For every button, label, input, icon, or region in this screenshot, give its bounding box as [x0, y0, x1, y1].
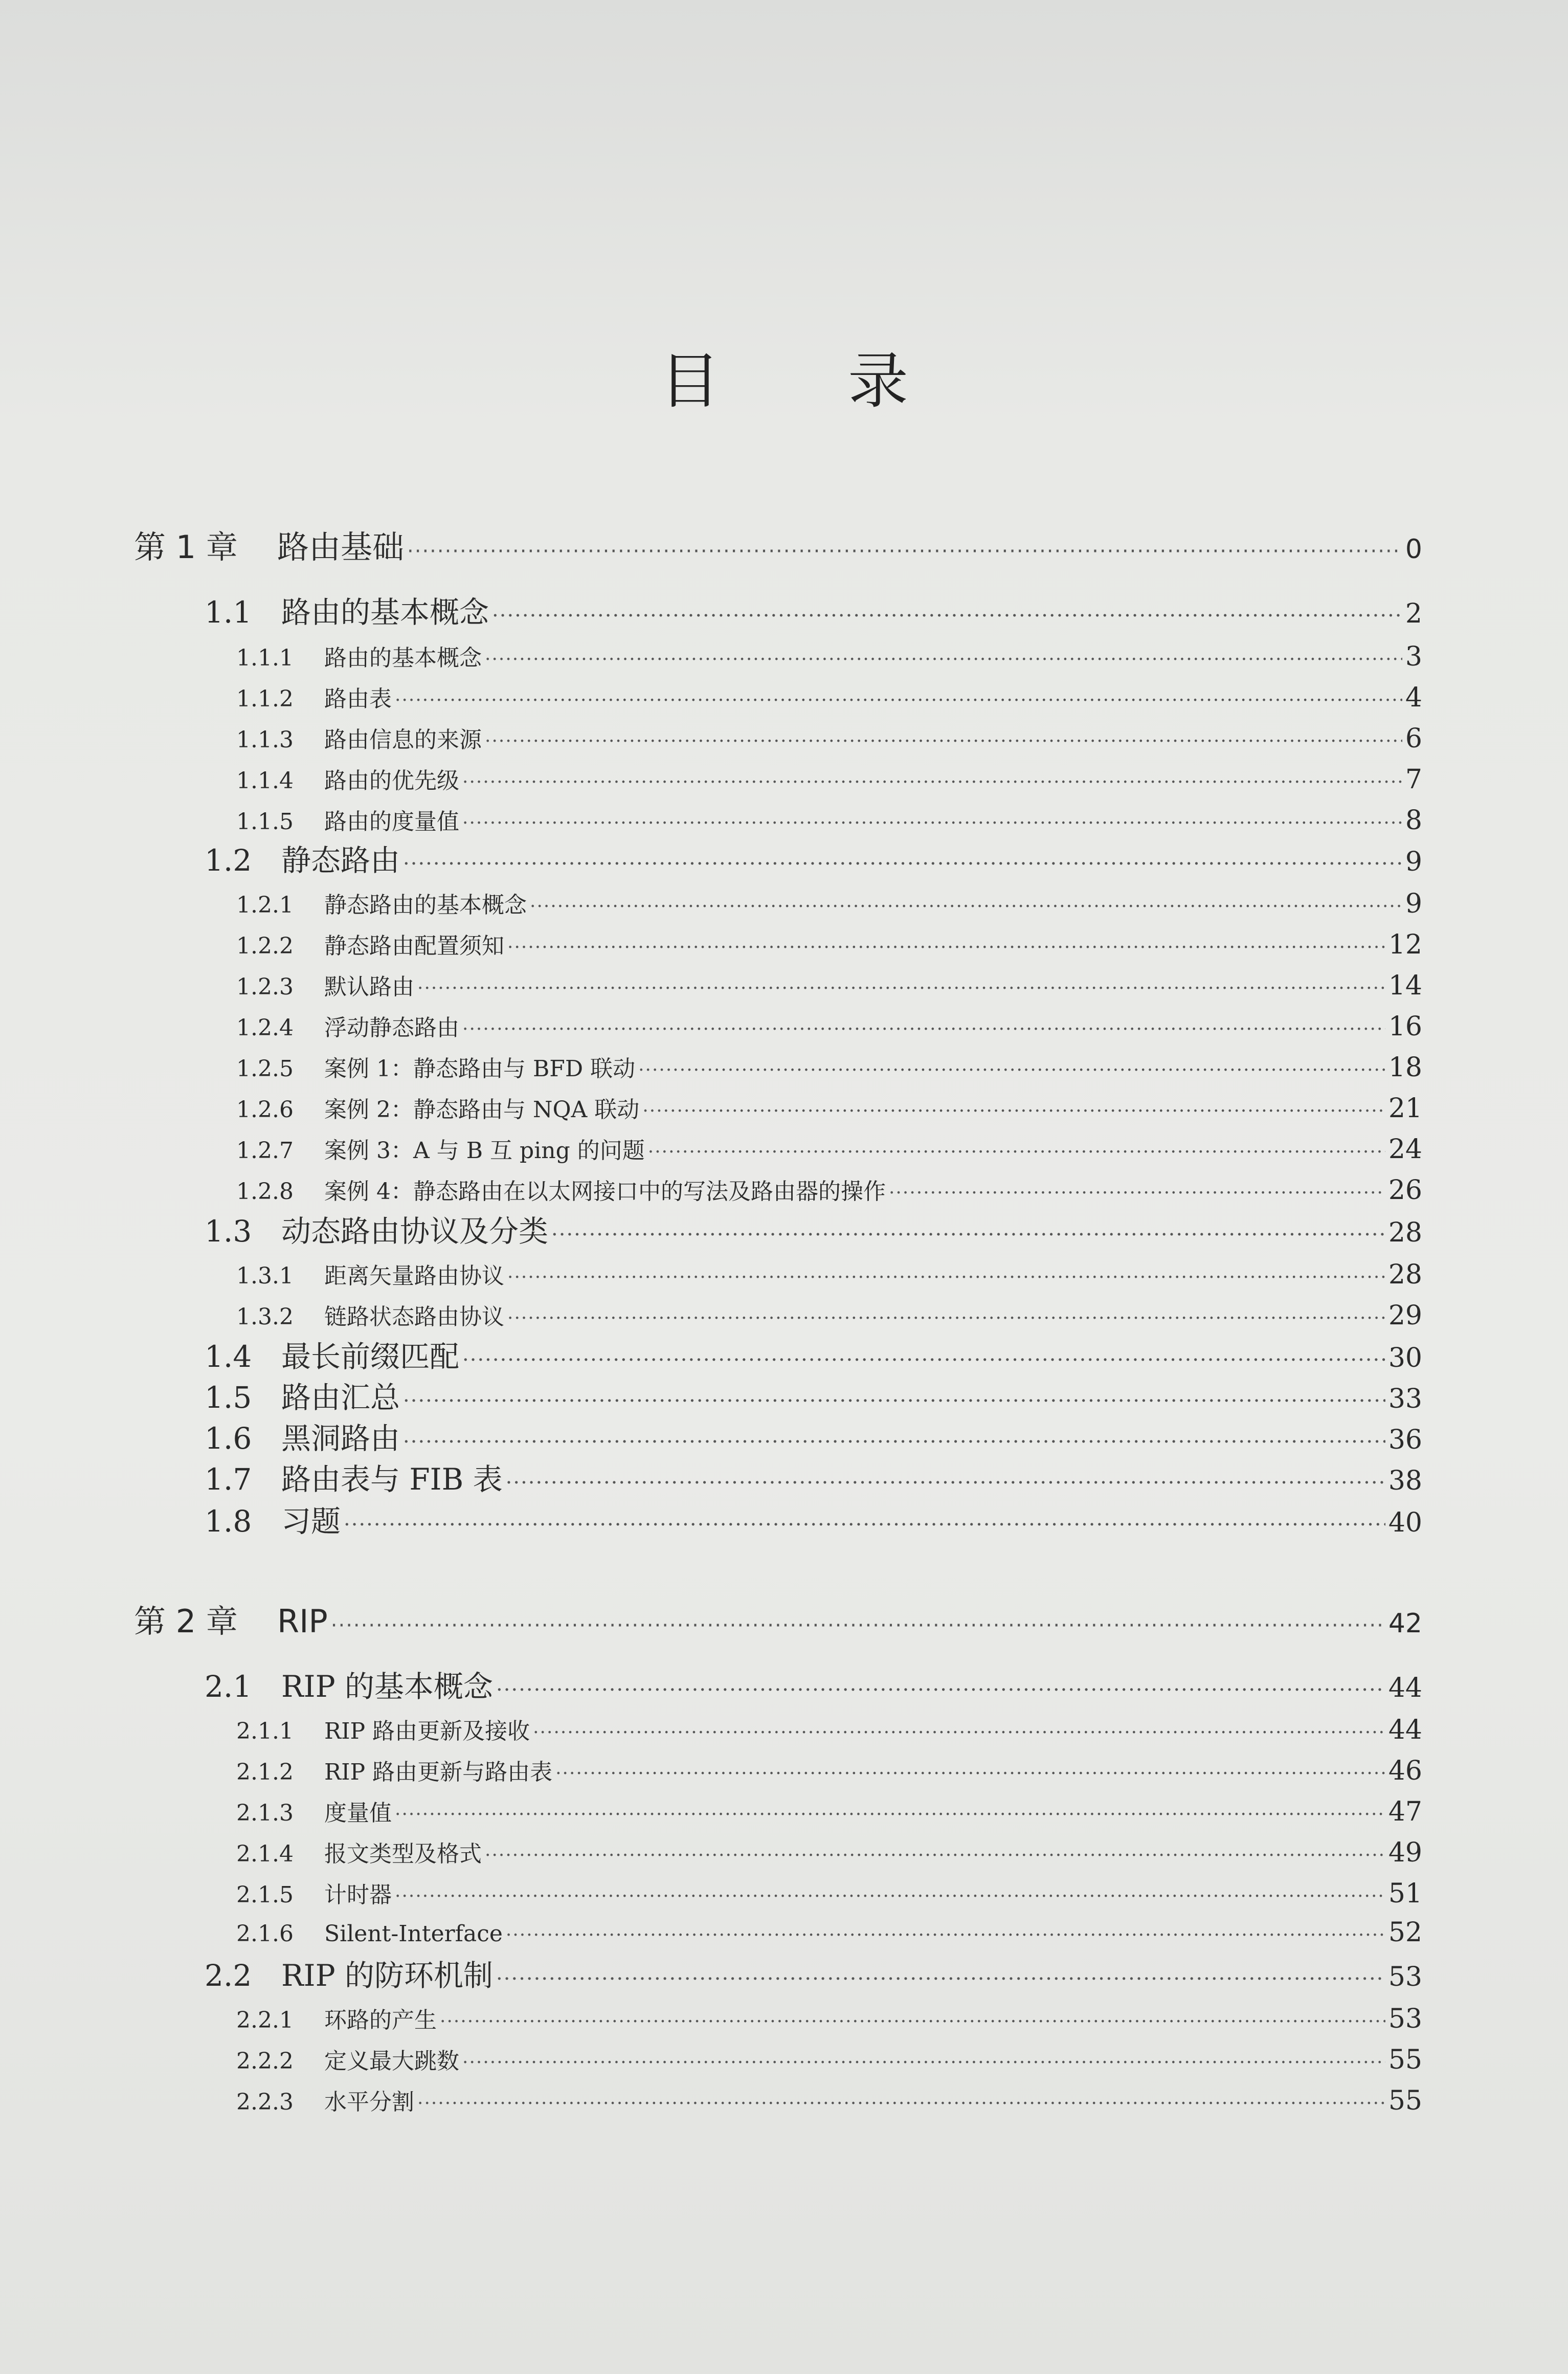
toc-entry-title: 度量值 [324, 1800, 392, 1826]
toc-entry-number: 1.1.4 [236, 768, 294, 794]
toc-entry-number: 1.2 [205, 843, 252, 878]
toc-entry-title: 案例 2：静态路由与 NQA 联动 [324, 1097, 640, 1123]
toc-entry-page: 42 [1388, 1608, 1422, 1639]
toc-entry-title: 路由的基本概念 [281, 595, 489, 630]
toc-leader-dots [403, 1380, 1385, 1415]
toc-entry-title: 路由的优先级 [324, 768, 459, 794]
toc-entry-number: 1.3 [205, 1214, 252, 1249]
toc-entry-number: 1.2.8 [236, 1179, 294, 1205]
toc-leader-dots [485, 1841, 1385, 1867]
toc-entry-number: 1.2.3 [236, 974, 294, 1000]
toc-entry-number: 1.1.2 [236, 686, 294, 712]
toc-leader-dots [395, 686, 1402, 712]
toc-entry-number: 1.3.1 [236, 1263, 294, 1289]
toc-entry-number: 1.1.1 [236, 645, 294, 671]
toc-entry-page: 33 [1388, 1384, 1422, 1414]
toc-entry-page: 9 [1405, 889, 1422, 919]
toc-leader-dots [331, 1603, 1385, 1640]
toc-entry-title: 静态路由 [281, 843, 400, 878]
toc-entry [236, 2002, 1422, 2034]
toc-entry-title: 路由的基本概念 [324, 645, 482, 671]
toc-entry-title: RIP 的基本概念 [281, 1669, 494, 1704]
toc-entry [205, 1333, 1422, 1375]
toc-entry-number: 2.2.3 [236, 2089, 294, 2115]
toc-entry-number: 1.2.7 [236, 1138, 294, 1164]
toc-entry-title: 黑洞路由 [281, 1421, 400, 1456]
toc-entry-number: 1.2.5 [236, 1056, 294, 1082]
toc-entry-page: 38 [1388, 1466, 1422, 1496]
title-char-2: 录 [848, 346, 909, 416]
toc-entry-title: Silent-Interface [324, 1921, 503, 1947]
toc-leader-dots [648, 1138, 1385, 1164]
toc-entry-page: 12 [1388, 929, 1422, 960]
toc-entry-page: 53 [1388, 2004, 1422, 2034]
toc-leader-dots [462, 809, 1402, 835]
toc-entry-number: 1.7 [205, 1462, 252, 1497]
toc-entry [236, 721, 1422, 754]
toc-entry-number: 1.4 [205, 1339, 252, 1374]
toc-leader-dots [440, 2007, 1385, 2033]
toc-entry-number: 2.1 [205, 1669, 252, 1704]
toc-entry-number: 1.2.4 [236, 1015, 294, 1041]
toc-entry-number: 2.1.3 [236, 1800, 294, 1826]
toc-entry-number: 2.1.4 [236, 1841, 294, 1867]
toc-entry-title: 报文类型及格式 [324, 1841, 482, 1867]
toc-leader-dots [507, 1263, 1385, 1289]
toc-entry-title: 静态路由配置须知 [324, 933, 504, 959]
toc-entry [236, 2043, 1422, 2075]
toc-entry-number: 2.1.1 [236, 1718, 294, 1744]
toc-entry [236, 680, 1422, 713]
toc-entry-page: 9 [1405, 847, 1422, 877]
toc-entry-title: RIP 的防环机制 [281, 1958, 494, 1993]
toc-entry-title: 计时器 [324, 1882, 392, 1908]
toc-leader-dots [530, 892, 1402, 918]
toc-leader-dots [407, 528, 1402, 566]
toc-leader-dots [551, 1214, 1385, 1249]
toc-leader-dots [403, 1421, 1385, 1456]
toc-entry-page: 6 [1405, 723, 1422, 754]
toc-entry [205, 836, 1422, 879]
toc-entry-number: 2.1.5 [236, 1882, 294, 1908]
toc-entry-page: 51 [1388, 1878, 1422, 1909]
toc-entry-title: 路由表与 FIB 表 [281, 1462, 503, 1497]
toc-entry-number: 1.2.6 [236, 1097, 294, 1123]
toc-leader-dots [417, 974, 1385, 1000]
toc-leader-dots [485, 727, 1402, 753]
toc-leader-dots [507, 933, 1385, 959]
toc-entry-title: 动态路由协议及分类 [281, 1214, 549, 1249]
toc-entry-page: 0 [1405, 534, 1422, 565]
toc-entry [205, 588, 1422, 631]
toc-entry [236, 1132, 1422, 1165]
toc-entry-title: 默认路由 [324, 974, 414, 1000]
toc-leader-dots [506, 1462, 1385, 1497]
toc-leader-dots [344, 1504, 1385, 1539]
toc-entry-number: 2.1.6 [236, 1921, 294, 1947]
toc-entry-page: 30 [1388, 1343, 1422, 1373]
toc-entry-number: 1.5 [205, 1380, 252, 1415]
toc-entry [236, 1713, 1422, 1745]
toc-entry-title: 路由的度量值 [324, 809, 459, 835]
toc-entry-page: 55 [1388, 2045, 1422, 2075]
toc-entry-page: 40 [1388, 1507, 1422, 1538]
toc-entry-number: 第 2 章 [134, 1603, 238, 1640]
toc-entry-page: 46 [1388, 1756, 1422, 1786]
toc-entry-title: 路由基础 [277, 528, 405, 566]
toc-entry-page: 44 [1388, 1673, 1422, 1703]
toc-entry-page: 14 [1388, 970, 1422, 1001]
toc-leader-dots [462, 1339, 1385, 1374]
toc-leader-dots [462, 768, 1402, 794]
toc-entry-number: 1.1.5 [236, 809, 294, 835]
toc-entry [236, 1173, 1422, 1206]
toc-entry [236, 1050, 1422, 1083]
toc-entry-number: 2.2.1 [236, 2007, 294, 2033]
toc-entry-title: 水平分割 [324, 2089, 414, 2115]
toc-entry-title: RIP 路由更新与路由表 [324, 1759, 553, 1785]
toc-leader-dots [506, 1921, 1385, 1947]
toc-entry-title: 路由信息的来源 [324, 727, 482, 753]
toc-leader-dots [496, 1958, 1385, 1993]
toc-entry [236, 1091, 1422, 1124]
toc-entry-number: 1.2.2 [236, 933, 294, 959]
toc-entry [205, 1662, 1422, 1705]
toc-entry-page: 2 [1405, 598, 1422, 629]
toc-entry-title: RIP 路由更新及接收 [324, 1718, 530, 1744]
toc-entry [236, 762, 1422, 795]
toc-entry [236, 1754, 1422, 1786]
toc-entry-title: 习题 [281, 1504, 341, 1539]
toc-entry-page: 53 [1388, 1962, 1422, 1992]
toc-entry-title: 环路的产生 [324, 2007, 437, 2033]
toc-entry [236, 1257, 1422, 1290]
title-char-1: 目 [659, 346, 720, 416]
toc-entry-title: 路由表 [324, 686, 392, 712]
toc-entry [236, 1876, 1422, 1909]
toc-entry-number: 2.2.2 [236, 2048, 294, 2074]
toc-entry [205, 1455, 1422, 1498]
toc-entry-title: RIP [277, 1603, 328, 1640]
toc-leader-dots [642, 1097, 1385, 1123]
page-title [0, 332, 1568, 419]
toc-entry-number: 1.1 [205, 595, 252, 630]
toc-entry-number: 1.3.2 [236, 1304, 294, 1330]
toc-entry-title: 浮动静态路由 [324, 1015, 459, 1041]
toc-entry [236, 1835, 1422, 1868]
toc-entry-page: 52 [1388, 1917, 1422, 1948]
toc-leader-dots [507, 1304, 1385, 1330]
toc-entry-page: 4 [1405, 682, 1422, 713]
toc-entry-page: 16 [1388, 1011, 1422, 1042]
toc-entry-title: 定义最大跳数 [324, 2048, 459, 2074]
toc-entry [236, 968, 1422, 1001]
toc-entry-page: 24 [1388, 1134, 1422, 1165]
toc-leader-dots [462, 2048, 1385, 2074]
toc-entry-page: 49 [1388, 1837, 1422, 1868]
toc-entry-page: 7 [1405, 764, 1422, 795]
toc-entry [236, 1794, 1422, 1827]
toc-leader-dots [492, 595, 1402, 630]
toc-entry-number: 2.1.2 [236, 1759, 294, 1785]
toc-entry-page: 44 [1388, 1715, 1422, 1745]
toc-leader-dots [462, 1015, 1385, 1041]
toc-entry [205, 1373, 1422, 1416]
toc-entry [236, 1009, 1422, 1042]
toc-entry [205, 1951, 1422, 1994]
toc-entry-title: 案例 3：A 与 B 互 ping 的问题 [324, 1138, 645, 1164]
toc-entry-title: 距离矢量路由协议 [324, 1263, 504, 1289]
toc-entry-number: 1.1.3 [236, 727, 294, 753]
toc-entry-page: 47 [1388, 1796, 1422, 1827]
toc-leader-dots [889, 1179, 1385, 1205]
toc-entry-page: 36 [1388, 1425, 1422, 1455]
toc-entry [134, 1596, 1422, 1641]
toc-entry-page: 3 [1405, 641, 1422, 672]
toc-entry [236, 927, 1422, 960]
toc-entry [236, 639, 1422, 672]
toc-entry [205, 1497, 1422, 1540]
toc-entry [205, 1414, 1422, 1457]
toc-leader-dots [417, 2089, 1385, 2115]
toc-entry [236, 2083, 1422, 2116]
toc-leader-dots [395, 1882, 1385, 1908]
toc-entry-page: 18 [1388, 1052, 1422, 1083]
toc-entry-page: 28 [1388, 1259, 1422, 1290]
toc-entry-title: 链路状态路由协议 [324, 1304, 504, 1330]
toc-entry-page: 26 [1388, 1175, 1422, 1206]
toc-leader-dots [638, 1056, 1385, 1082]
toc-entry-number: 1.2.1 [236, 892, 294, 918]
toc-leader-dots [485, 645, 1402, 671]
toc-leader-dots [555, 1759, 1385, 1785]
toc-leader-dots [533, 1718, 1385, 1744]
toc-entry [236, 1298, 1422, 1331]
toc-entry [236, 886, 1422, 919]
toc-leader-dots [496, 1669, 1385, 1704]
toc-entry-page: 55 [1388, 2085, 1422, 2116]
toc-entry-title: 路由汇总 [281, 1380, 400, 1415]
toc-entry-title: 静态路由的基本概念 [324, 892, 527, 918]
toc-entry-page: 21 [1388, 1093, 1422, 1124]
toc-leader-dots [403, 843, 1402, 878]
toc-entry-title: 案例 1：静态路由与 BFD 联动 [324, 1056, 636, 1082]
toc-entry-title: 最长前缀匹配 [281, 1339, 460, 1374]
toc-entry-page: 8 [1405, 805, 1422, 836]
toc-entry-number: 1.6 [205, 1421, 252, 1456]
toc-entry [236, 803, 1422, 836]
toc-entry [205, 1207, 1422, 1250]
toc-entry-page: 29 [1388, 1300, 1422, 1331]
toc-entry-number: 1.8 [205, 1504, 252, 1539]
toc-entry-page: 28 [1388, 1217, 1422, 1248]
toc-leader-dots [395, 1800, 1385, 1826]
toc-entry [236, 1917, 1422, 1948]
toc-entry-title: 案例 4：静态路由在以太网接口中的写法及路由器的操作 [324, 1179, 886, 1205]
toc-entry [134, 522, 1422, 567]
toc-entry-number: 2.2 [205, 1958, 252, 1993]
toc-entry-number: 第 1 章 [134, 528, 238, 566]
